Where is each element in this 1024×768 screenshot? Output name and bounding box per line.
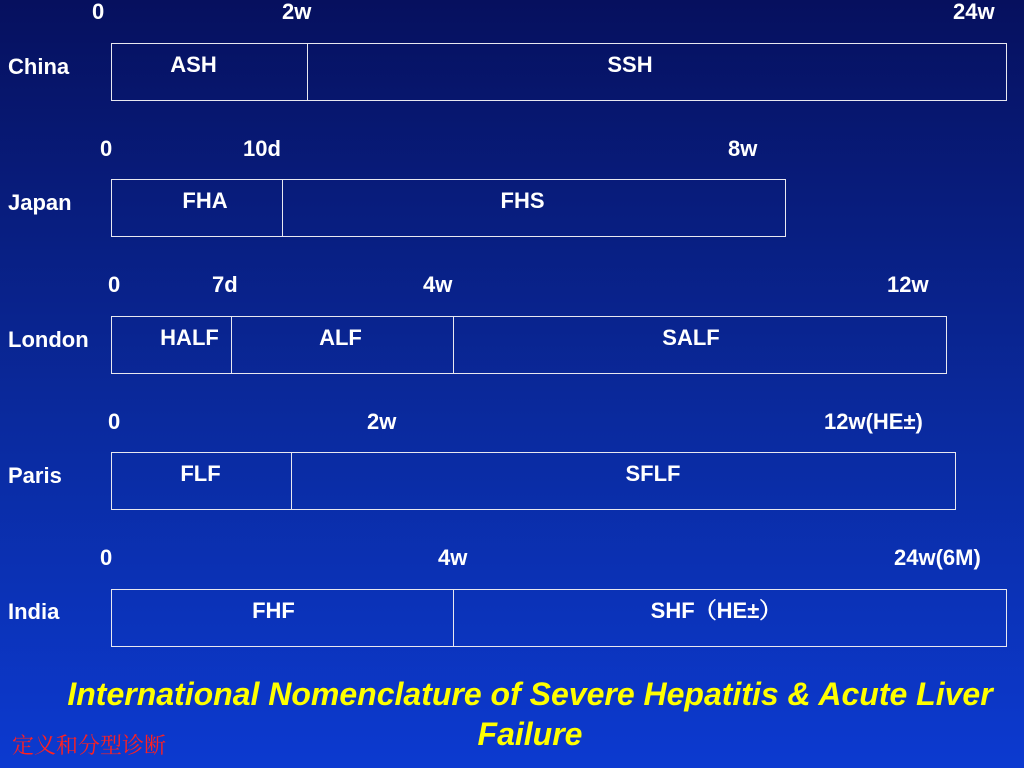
tick-label: 4w [438,545,468,570]
tick-label: 4w [423,272,453,297]
timeline-bar [111,589,1007,647]
timeline-bar [111,43,1007,101]
timeline-segment [112,317,232,373]
segment-label: SALF [662,325,720,350]
tick-label: 24w(6M) [894,545,981,570]
timeline-segment [112,590,454,646]
timeline-bar [111,452,956,510]
timeline-segment [308,44,1006,100]
timeline-segment [292,453,955,509]
segment-label: SFLF [625,461,681,486]
segment-label: SHF（HE±） [650,598,782,623]
segment-label: HALF [160,325,219,350]
country-label: India [8,599,60,624]
segment-label: FHF [252,598,295,623]
tick-label: 0 [100,545,113,570]
timeline-segment [454,590,1006,646]
timeline-bar [111,316,947,374]
tick-label: 12w(HE±) [824,409,923,434]
segment-label: FHA [182,188,228,213]
tick-label: 0 [100,136,113,161]
tick-label: 24w [953,0,995,24]
country-label: China [8,54,70,79]
segment-label: FLF [180,461,221,486]
tick-label: 2w [367,409,397,434]
timeline-segment [454,317,946,373]
tick-label: 12w [887,272,929,297]
tick-label: 0 [92,0,105,24]
tick-label: 10d [243,136,281,161]
slide-title: International Nomenclature of Severe Hepatitis & Acute Liver Failure [67,676,993,752]
segment-label: FHS [500,188,545,213]
tick-label: 0 [108,409,121,434]
segment-label: ALF [319,325,362,350]
tick-label: 0 [108,272,121,297]
footer-note: 定义和分型诊断 [12,733,167,758]
timeline-segment [112,453,292,509]
timeline-bar [111,179,786,237]
tick-label: 2w [282,0,312,24]
timeline-segment [283,180,785,236]
timeline-segment [232,317,454,373]
segment-label: SSH [607,52,653,77]
tick-label: 7d [212,272,238,297]
tick-label: 8w [728,136,758,161]
country-label: Paris [8,463,62,488]
country-label: Japan [8,190,72,215]
timeline-segment [112,180,283,236]
segment-label: ASH [170,52,217,77]
country-label: London [8,327,89,352]
